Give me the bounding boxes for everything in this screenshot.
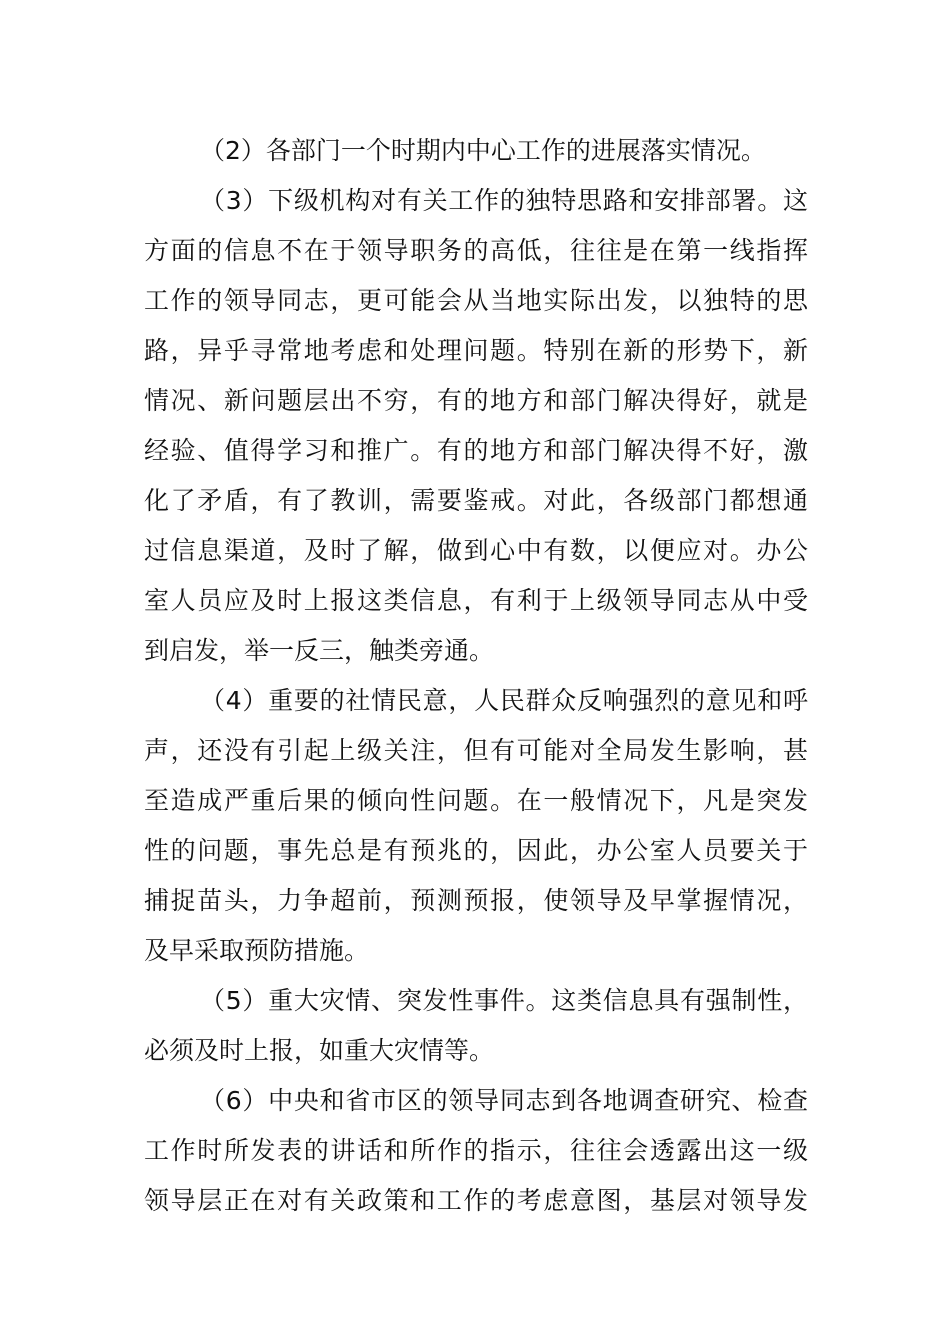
paragraph-4	[144, 676, 808, 976]
text-line: 情况、新问题层出不穷，有的地方和部门解决得好，就是	[144, 386, 808, 415]
text-line: 捕捉苗头，力争超前，预测预报，使领导及早掌握情况，	[144, 886, 808, 915]
text-line: 声，还没有引起上级关注，但有可能对全局发生影响，甚	[144, 736, 808, 765]
text-line: （3）下级机构对有关工作的独特思路和安排部署。这	[200, 186, 808, 215]
text-line: （5）重大灾情、突发性事件。这类信息具有强制性，	[200, 986, 808, 1015]
text-line: 工作的领导同志，更可能会从当地实际出发，以独特的思	[144, 286, 808, 315]
text-line: 路，异乎寻常地考虑和处理问题。特别在新的形势下，新	[144, 336, 808, 365]
text-line: 领导层正在对有关政策和工作的考虑意图，基层对领导发	[144, 1186, 808, 1215]
paragraph-5	[144, 976, 808, 1076]
paragraph-6	[144, 1076, 808, 1226]
text-line: 到启发，举一反三，触类旁通。	[144, 636, 495, 665]
text-line: 室人员应及时上报这类信息，有利于上级领导同志从中受	[144, 586, 808, 615]
paragraph-2	[144, 126, 808, 176]
text-line: （2）各部门一个时期内中心工作的进展落实情况。	[200, 136, 766, 165]
text-line: 性的问题，事先总是有预兆的，因此，办公室人员要关于	[144, 836, 808, 865]
text-line: （4）重要的社情民意，人民群众反响强烈的意见和呼	[200, 686, 808, 715]
text-line: 化了矛盾，有了教训，需要鉴戒。对此，各级部门都想通	[144, 486, 808, 515]
document-body	[144, 126, 808, 1226]
paragraph-3	[144, 176, 808, 676]
text-line: 过信息渠道，及时了解，做到心中有数，以便应对。办公	[144, 536, 808, 565]
text-line: 至造成严重后果的倾向性问题。在一般情况下，凡是突发	[144, 786, 808, 815]
text-line: （6）中央和省市区的领导同志到各地调查研究、检查	[200, 1086, 808, 1115]
text-line: 经验、值得学习和推广。有的地方和部门解决得不好，激	[144, 436, 808, 465]
text-line: 方面的信息不在于领导职务的高低，往往是在第一线指挥	[144, 236, 808, 265]
text-line: 及早采取预防措施。	[144, 936, 370, 965]
text-line: 工作时所发表的讲话和所作的指示，往往会透露出这一级	[144, 1136, 808, 1165]
text-line: 必须及时上报，如重大灾情等。	[144, 1036, 495, 1065]
